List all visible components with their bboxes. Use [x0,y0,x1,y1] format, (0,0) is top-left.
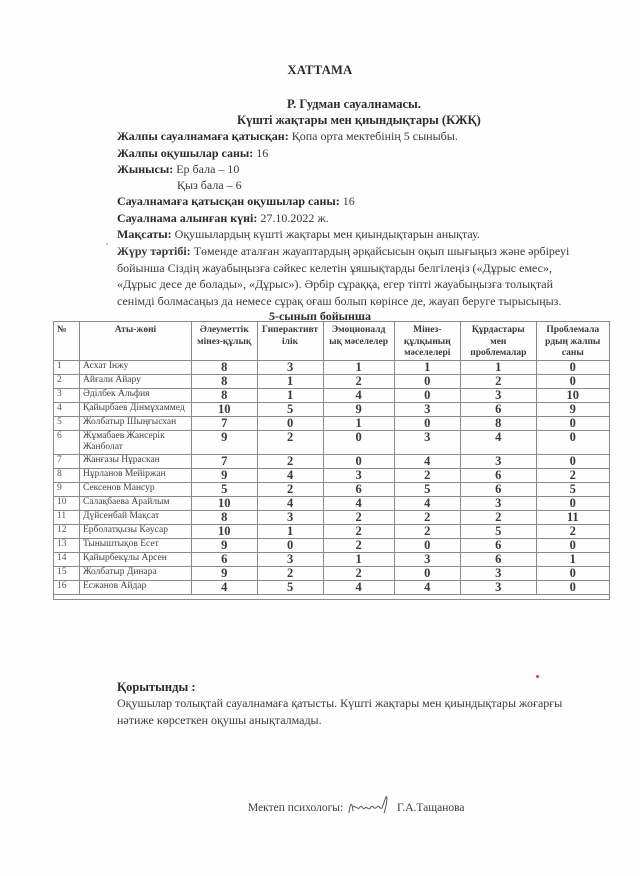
gender-label: Жынысы: [117,162,174,176]
participated-line [117,194,355,209]
table-row [54,360,610,374]
conduct-score: 4 [394,496,461,510]
total-problems-score: 10 [536,388,609,402]
hyperactivity-score: 0 [257,538,323,552]
hyperactivity-score: 4 [257,496,323,510]
header-number: № [54,322,80,361]
handwritten-signature-icon [346,795,394,817]
hyperactivity-score: 0 [257,416,323,430]
conduct-score: 5 [394,482,461,496]
hyperactivity-score: 1 [257,374,323,388]
social-behavior-score: 8 [192,388,258,402]
total-problems-score: 2 [536,524,609,538]
row-number: 11 [54,510,80,524]
student-name: Әділбек Альфия [80,388,192,402]
peer-score: 3 [461,454,536,468]
participated-label: Сауалнамаға қатысқан оқушылар саны: [117,194,340,208]
emotional-score: 4 [323,580,394,594]
emotional-score: 3 [323,468,394,482]
table-row [54,552,610,566]
document-title: ХАТТАМА [287,63,353,77]
emotional-score: 4 [323,496,394,510]
procedure-label: Жүру тәртібі: [117,244,191,258]
peer-score: 6 [461,468,536,482]
table-row [54,566,610,580]
social-behavior-score: 8 [192,374,258,388]
emotional-score: 9 [323,402,394,416]
row-number: 15 [54,566,80,580]
table-row [54,388,610,402]
peer-score: 3 [461,566,536,580]
row-number: 10 [54,496,80,510]
conduct-score: 0 [394,538,461,552]
students-total-label: Жалпы оқушылар саны: [117,146,254,160]
social-behavior-score: 10 [192,524,258,538]
conduct-score: 3 [394,552,461,566]
emotional-score: 2 [323,566,394,580]
peer-score: 6 [461,552,536,566]
peer-score: 2 [461,510,536,524]
total-problems-score: 5 [536,482,609,496]
total-problems-score: 11 [536,510,609,524]
results-table [53,321,610,600]
row-number: 3 [54,388,80,402]
total-problems-score: 0 [536,430,609,454]
conduct-score: 2 [394,524,461,538]
total-problems-score: 0 [536,538,609,552]
conduct-score: 0 [394,374,461,388]
conduct-score: 4 [394,580,461,594]
date-label: Сауалнама алынған күні: [117,211,258,225]
table-row [54,374,610,388]
total-problems-score: 0 [536,496,609,510]
conduct-score: 3 [394,430,461,454]
participants-label: Жалпы сауалнамаға қатысқан: [117,129,289,143]
row-number: 2 [54,374,80,388]
row-number: 16 [54,580,80,594]
row-number: 13 [54,538,80,552]
student-name: Айғали Айару [80,374,192,388]
social-behavior-score: 5 [192,482,258,496]
social-behavior-score: 8 [192,510,258,524]
signature-label: Мектеп психологы: [248,802,344,814]
header-peer-problems: Құрдастары мен проблемалар [461,322,536,361]
hyperactivity-score: 4 [257,468,323,482]
student-name: Қайырбаев Дінмұхаммед [80,402,192,416]
row-number: 6 [54,430,80,454]
table-row [54,510,610,524]
signature-line [248,795,464,817]
conduct-score: 2 [394,510,461,524]
student-name: Нұрланов Мейіржан [80,468,192,482]
header-name: Аты-жөні [80,322,192,361]
total-problems-score: 0 [536,374,609,388]
student-name: Қайырбекұлы Арсен [80,552,192,566]
student-name: Тыныштықов Есет [80,538,192,552]
conduct-score: 1 [394,360,461,374]
emotional-score: 2 [323,538,394,552]
emotional-score: 2 [323,524,394,538]
survey-name: Р. Гудман сауалнамасы. [287,97,421,111]
student-name: Дүйсенбай Мақсат [80,510,192,524]
table-row [54,402,610,416]
table-row [54,468,610,482]
row-number: 5 [54,416,80,430]
hyperactivity-score: 2 [257,566,323,580]
row-number: 14 [54,552,80,566]
survey-subtitle: Күшті жақтары мен қиындықтары (КЖҚ) [237,113,481,127]
goal-value: Оқушылардың күшті жақтары мен қиындықтарын анықтау. [174,227,480,241]
social-behavior-score: 10 [192,496,258,510]
peer-score: 3 [461,580,536,594]
table-row [54,416,610,430]
conduct-score: 2 [394,468,461,482]
emotional-score: 2 [323,374,394,388]
participants-line [117,129,458,144]
hyperactivity-score: 3 [257,360,323,374]
table-row [54,580,610,594]
header-social-behavior: Әлеуметтік мінез-құлық [192,322,258,361]
table-header-row [54,322,610,361]
student-name: Жұмабаев Жансерік Жанболат [80,430,192,454]
social-behavior-score: 9 [192,430,258,454]
goal-line [117,227,480,242]
table-row [54,430,610,454]
procedure-value: Төменде аталған жауаптардың әрқайсысын оқып шығыңыз және әрбіреуі бойынша Сіздің жауабыңызға сәйкес келетін ұяшықтарды белгілеңіз («Дұрыс емес», «Дұрыс десе де болады», «Дұрыс»). Әрбір сұраққа, егер тіпті жауабыңызға толықтай сенімді болмасаңыз да немесе сұрақ оғаш болып көрінсе де, жауап беруге тырысыңыз. [117,244,570,308]
social-behavior-score: 9 [192,538,258,552]
table-row [54,524,610,538]
procedure-paragraph [117,243,587,309]
total-problems-score: 0 [536,360,609,374]
social-behavior-score: 8 [192,360,258,374]
peer-score: 3 [461,388,536,402]
conduct-score: 4 [394,454,461,468]
conduct-score: 3 [394,402,461,416]
emotional-score: 6 [323,482,394,496]
emotional-score: 1 [323,552,394,566]
social-behavior-score: 9 [192,468,258,482]
total-problems-score: 0 [536,416,609,430]
peer-score: 6 [461,538,536,552]
table-row [54,454,610,468]
participated-value: 16 [342,194,355,208]
total-problems-score: 0 [536,566,609,580]
row-number: 7 [54,454,80,468]
total-problems-score: 9 [536,402,609,416]
total-problems-score: 1 [536,552,609,566]
student-name: Жолбатыр Динара [80,566,192,580]
emotional-score: 4 [323,388,394,402]
conduct-score: 0 [394,416,461,430]
hyperactivity-score: 3 [257,552,323,566]
conduct-score: 0 [394,566,461,580]
hyperactivity-score: 3 [257,510,323,524]
gender-girls: Қыз бала – 6 [177,178,242,192]
table-row [54,482,610,496]
date-line [117,211,329,226]
hyperactivity-score: 2 [257,454,323,468]
peer-score: 4 [461,430,536,454]
student-name: Салақбаева Арайлым [80,496,192,510]
emotional-score: 1 [323,416,394,430]
stray-ink-mark [536,675,539,678]
header-total-problems: Проблемала рдың жалпы саны [536,322,609,361]
peer-score: 5 [461,524,536,538]
row-number: 4 [54,402,80,416]
hyperactivity-score: 5 [257,580,323,594]
student-name: Ерболатқызы Кәусар [80,524,192,538]
conclusion-text: Оқушылар толықтай сауалнамаға қатысты. Күшті жақтары мен қиындықтары жоғарғы нәтиже көрсеткен оқушы анықталмады. [117,696,563,727]
row-number: 9 [54,482,80,496]
social-behavior-score: 10 [192,402,258,416]
peer-score: 6 [461,482,536,496]
social-behavior-score: 6 [192,552,258,566]
goal-label: Мақсаты: [117,227,172,241]
table-row [54,496,610,510]
stray-dot-mark [106,243,108,245]
row-number: 8 [54,468,80,482]
hyperactivity-score: 1 [257,524,323,538]
total-problems-score: 0 [536,580,609,594]
peer-score: 3 [461,496,536,510]
gender-boys: Ер бала – 10 [176,162,240,176]
participants-value: Қопа орта мектебінің 5 сыныбы. [291,129,458,143]
hyperactivity-score: 2 [257,430,323,454]
student-name: Жанғазы Нұраскан [80,454,192,468]
emotional-score: 0 [323,430,394,454]
peer-score: 1 [461,360,536,374]
date-value: 27.10.2022 ж. [260,211,329,225]
header-emotional-problems: Эмоционалд ық мәселелер [323,322,394,361]
total-problems-score: 0 [536,454,609,468]
peer-score: 8 [461,416,536,430]
total-problems-score: 2 [536,468,609,482]
conclusion-title: Қорытынды : [117,680,196,694]
students-total-value: 16 [256,146,269,160]
conduct-score: 0 [394,388,461,402]
student-name: Сексенов Мансур [80,482,192,496]
gender-line [117,162,239,177]
signature-name: Г.А.Тащанова [396,802,465,814]
student-name: Асхат Інжу [80,360,192,374]
student-name: Жолбатыр Шыңғысхан [80,416,192,430]
header-hyperactivity: Гиперактивт ілік [257,322,323,361]
table-empty-row [54,594,610,599]
student-name: Есжанов Айдар [80,580,192,594]
peer-score: 2 [461,374,536,388]
header-conduct-problems: Мінез-құлқының мәселелері [394,322,461,361]
social-behavior-score: 7 [192,454,258,468]
social-behavior-score: 7 [192,416,258,430]
row-number: 12 [54,524,80,538]
emotional-score: 0 [323,454,394,468]
row-number: 1 [54,360,80,374]
peer-score: 6 [461,402,536,416]
table-caption: 5-сынып бойынша [268,309,372,323]
hyperactivity-score: 5 [257,402,323,416]
hyperactivity-score: 2 [257,482,323,496]
social-behavior-score: 9 [192,566,258,580]
hyperactivity-score: 1 [257,388,323,402]
table-row [54,538,610,552]
students-total-line [117,146,268,161]
emotional-score: 1 [323,360,394,374]
social-behavior-score: 4 [192,580,258,594]
emotional-score: 2 [323,510,394,524]
